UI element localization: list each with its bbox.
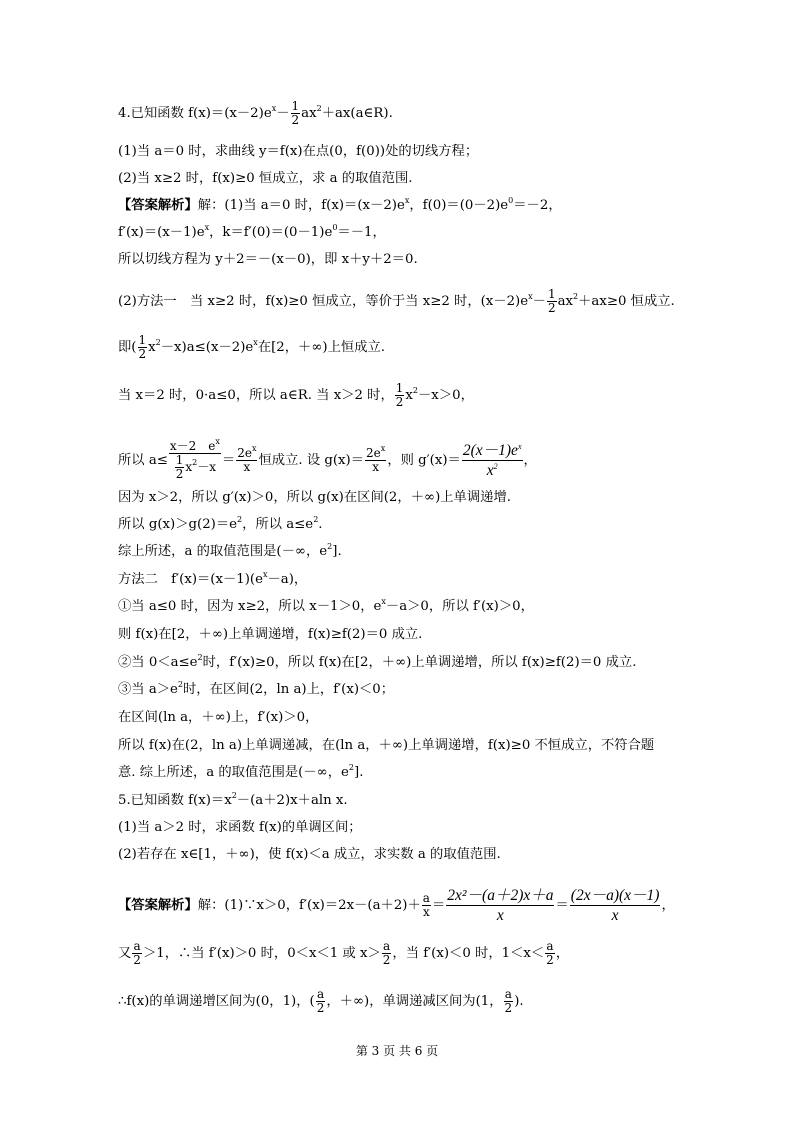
problem-5-part-1: (1)当 a＞2 时，求函数 f(x)的单调区间；: [118, 820, 362, 835]
answer-4-line-10: 综上所述，a 的取值范围是(－∞，$e^2$].: [118, 542, 342, 559]
answer-4-line-9: 所以 $g(x)>g(2)=e^2$，所以 $a\le e^2$.: [118, 515, 323, 532]
answer-4-case-3: ③当 $a>e^2$时，在区间(2，ln a)上，f′(x)＜0；: [118, 680, 395, 697]
answer-4-method-2: 方法二 $f'(x)=(x-1)(e^x-a)$，: [118, 570, 308, 587]
fraction: $\frac{1}{2}$: [291, 99, 300, 127]
fraction: $\frac{2e^x}{x}$: [366, 444, 386, 474]
problem-4-statement: 4.已知函数 $f(x)=(x-2)e^x-$ $\frac{1}{2}$ $ax^2+ax(a\in R)$.: [118, 99, 393, 127]
fraction: $\frac{1}{2}$: [547, 287, 556, 315]
problem-5-statement: 5.已知函数 $f(x)=x^2-(a+2)x+aln$ x.: [118, 791, 348, 808]
answer-4-case-2: ②当 $0<a\le e^2$时，f′(x)≥0，所以 f(x)在[2，＋∞)上单调递增，所以 f(x)≥f(2)＝0 成立.: [118, 653, 637, 670]
answer-4-line-7: 所以 a≤ x－2 $e^x$ $\frac{1}{2}$ $x^2-x$ ＝ $\frac{2e^x}{x}$ 恒成立. 设 g(x)＝ $\frac{2e^x}{x}$ ，则 g′(x)＝ $\frac{2(x-1)e^x}{x^2}$ ，: [118, 437, 537, 481]
answer-4-line-3: 所以切线方程为 y＋2＝－(x－0)，即 x＋y＋2＝0.: [118, 252, 418, 267]
fraction: $\frac{(2x-a)(x-1)}{x}$: [570, 887, 660, 924]
fraction: $\frac{a}{2}$: [316, 987, 325, 1015]
answer-4-case-1: ①当 a≤0 时，因为 x≥2，所以 x－1＞0，$e^x-a>0$，所以 f′(x)＞0，: [118, 597, 534, 614]
fraction: x－2 $e^x$ $\frac{1}{2}$ $x^2-x$: [169, 437, 220, 481]
answer-4-method-1: (2)方法一 当 x≥2 时，f(x)≥0 恒成立，等价于当 x≥2 时，$(x-2)e^x-$ $\frac{1}{2}$ $ax^2+ax\ge 0$ 恒成立.: [118, 287, 675, 315]
problem-4-part-2: (2)当 x≥2 时，f(x)≥0 恒成立，求 a 的取值范围.: [118, 171, 413, 186]
answer-tag: 【答案解析】: [118, 898, 198, 913]
fraction: $\frac{2e^x}{x}$: [237, 444, 257, 474]
fraction: $\frac{\text{2x²－(a＋2)x＋a}}{x}$: [447, 887, 554, 924]
fraction: $\frac{a}{2}$: [504, 987, 513, 1015]
answer-4-line-8: 因为 x＞2，所以 g′(x)＞0，所以 g(x)在区间(2，＋∞)上单调递增.: [118, 490, 511, 505]
problem-5-part-2: (2)若存在 x∈[1，＋∞)，使 f(x)＜a 成立，求实数 a 的取值范围.: [118, 847, 501, 862]
answer-4-line-6: 当 x＝2 时，0·a≤0，所以 a∈R. 当 x＞2 时， $\frac{1}{2}$ $x^2-x>0$，: [118, 381, 474, 409]
answer-4-line-1: 【答案解析】解：(1)当 a＝0 时，$f(x)=(x-2)e^x$，$f(0)=(0-2)e^0=-2$，: [118, 196, 562, 213]
answer-4-line-2: $f'(x)=(x-1)e^x$，$k=f'(0)=(0-1)e^0=-1$，: [118, 223, 386, 240]
fraction: $\frac{a}{2}$: [546, 939, 554, 967]
answer-tag: 【答案解析】: [118, 198, 198, 213]
fraction: $\frac{1}{2}$: [395, 381, 404, 409]
fraction: $\frac{a}{x}$: [422, 891, 430, 919]
answer-5-line-2: 又 $\frac{a}{2}$ ＞1，∴当 f′(x)＞0 时，0＜x＜1 或 x＞ $\frac{a}{2}$ ，当 f′(x)＜0 时，1＜x＜ $\frac{a}{2}$ ，: [118, 939, 570, 967]
answer-5-line-3: ∴f(x)的单调递增区间为(0，1)，( $\frac{a}{2}$ ，＋∞)，单调递减区间为(1， $\frac{a}{2}$ ).: [118, 987, 524, 1015]
fraction: $\frac{1}{2}$: [138, 333, 147, 361]
answer-4-line-13: 则 f(x)在[2，＋∞)上单调递增，f(x)≥f(2)＝0 成立.: [118, 627, 423, 642]
answer-4-line-16: 在区间(ln a，＋∞)上，f′(x)＞0，: [118, 710, 319, 725]
answer-4-line-5: 即( $\frac{1}{2}$ $x^2-x)a\le(x-2)e^x$在[2，＋∞)上恒成立.: [118, 333, 386, 361]
problem-4-part-1: (1)当 a＝0 时，求曲线 y＝f(x)在点(0，f(0))处的切线方程；: [118, 144, 479, 159]
page-footer: 第 3 页 共 6 页: [355, 1044, 439, 1058]
answer-4-line-17: 所以 f(x)在(2，ln a)上单调递减，在(ln a，＋∞)上单调递增，f(x)≥0 不恒成立，不符合题: [118, 738, 655, 753]
answer-5-line-1: 【答案解析】解：(1)∵x＞0，f′(x)＝2x－(a＋2)＋ $\frac{a}{x}$ ＝ $\frac{\text{2x²－(a＋2)x＋a}}{x}$ ＝ $\frac{(2x-a)(x-1)}{x}$ ，: [118, 887, 675, 924]
fraction: $\frac{2(x-1)e^x}{x^2}$: [462, 442, 522, 479]
answer-4-line-18: 意. 综上所述，a 的取值范围是(－∞，$e^2$].: [118, 763, 364, 780]
fraction: $\frac{a}{2}$: [133, 939, 141, 967]
fraction: $\frac{1}{2}$: [175, 453, 184, 481]
fraction: $\frac{a}{2}$: [382, 939, 391, 967]
